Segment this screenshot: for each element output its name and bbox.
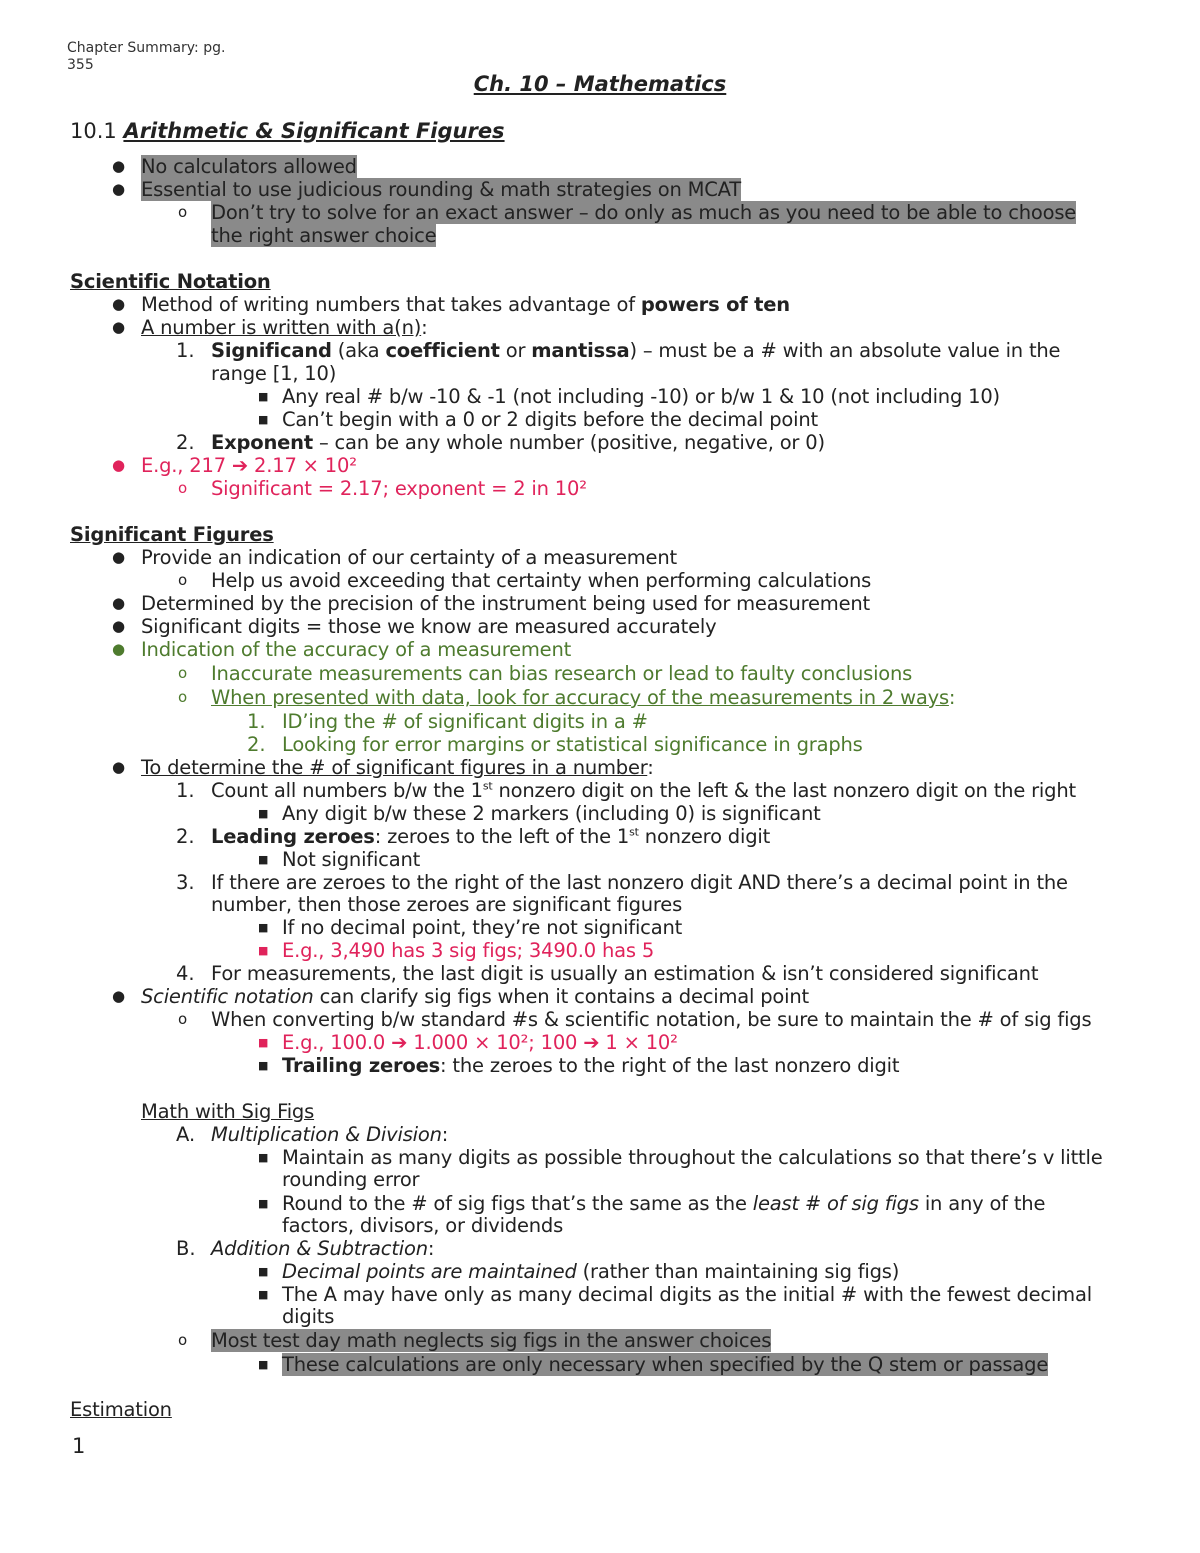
list-item-continuation: number, then those zeroes are significant figures — [211, 893, 683, 916]
list-item: Looking for error margins or statistical significance in graphs — [282, 733, 863, 756]
square-bullet: ■ — [258, 1151, 269, 1164]
list-item: Exponent – can be any whole number (positive, negative, or 0) — [211, 431, 825, 454]
list-item-continuation: rounding error — [282, 1168, 420, 1191]
list-item-continuation: digits — [282, 1305, 335, 1328]
list-item: Inaccurate measurements can bias research or lead to faulty conclusions — [211, 662, 913, 685]
list-item: Decimal points are maintained (rather than maintaining sig figs) — [282, 1260, 900, 1283]
list-item: The A may have only as many decimal digits as the initial # with the fewest decimal — [282, 1283, 1092, 1306]
bullet: ● — [112, 617, 126, 635]
list-number: 4. — [176, 962, 195, 985]
list-number: 1. — [176, 339, 195, 362]
square-bullet: ■ — [258, 944, 269, 957]
bullet: ● — [112, 594, 126, 612]
list-item: When presented with data, look for accuracy of the measurements in 2 ways: — [211, 686, 956, 709]
example-item: E.g., 3,490 has 3 sig figs; 3490.0 has 5 — [282, 939, 655, 962]
bullet: ● — [112, 318, 126, 336]
list-item: These calculations are only necessary when specified by the Q stem or passage — [282, 1353, 1049, 1376]
list-number: 2. — [176, 825, 195, 848]
bullet: ● — [112, 548, 126, 566]
list-item: Significand (aka coefficient or mantissa) – must be a # with an absolute value in the — [211, 339, 1061, 362]
list-item: Multiplication & Division: — [211, 1123, 449, 1146]
list-item: Indication of the accuracy of a measurement — [141, 638, 572, 661]
list-item: Addition & Subtraction: — [211, 1237, 435, 1260]
heading-significant-figures: Significant Figures — [70, 523, 274, 546]
list-item: Provide an indication of our certainty of a measurement — [141, 546, 677, 569]
sub-bullet: o — [178, 203, 188, 221]
heading-math-with-sig-figs: Math with Sig Figs — [141, 1100, 315, 1123]
chapter-summary-label: Chapter Summary: pg. — [67, 40, 226, 56]
example-item: Significant = 2.17; exponent = 2 in 10² — [211, 477, 587, 500]
square-bullet: ■ — [258, 1197, 269, 1210]
list-number: 1. — [176, 779, 195, 802]
sub-bullet: o — [178, 688, 188, 706]
bullet: ● — [112, 987, 126, 1005]
list-item: If there are zeroes to the right of the last nonzero digit AND there’s a decimal point in the — [211, 871, 1068, 894]
list-item-continuation: factors, divisors, or dividends — [282, 1214, 564, 1237]
bullet: ● — [112, 157, 126, 175]
square-bullet: ■ — [258, 413, 269, 426]
list-item: For measurements, the last digit is usually an estimation & isn’t considered significant — [211, 962, 1039, 985]
section-title: Arithmetic & Significant Figures — [123, 119, 505, 143]
sub-bullet: o — [178, 571, 188, 589]
list-item: Help us avoid exceeding that certainty when performing calculations — [211, 569, 872, 592]
section-heading — [70, 118, 505, 144]
bullet: ● — [112, 295, 126, 313]
bullet: ● — [112, 180, 126, 198]
square-bullet: ■ — [258, 1036, 269, 1049]
list-item: To determine the # of significant figures in a number: — [141, 756, 654, 779]
list-item: Can’t begin with a 0 or 2 digits before the decimal point — [282, 408, 818, 431]
sub-bullet: o — [178, 1010, 188, 1028]
list-number: 3. — [176, 871, 195, 894]
sub-bullet: o — [178, 1331, 188, 1349]
bullet: ● — [112, 456, 126, 474]
section-number: 10.1 — [70, 119, 124, 143]
list-letter: B. — [176, 1237, 196, 1260]
list-item: Most test day math neglects sig figs in the answer choices — [211, 1329, 772, 1352]
heading-estimation: Estimation — [70, 1398, 172, 1421]
list-item: Any real # b/w -10 & -1 (not including -10) or b/w 1 & 10 (not including 10) — [282, 385, 1000, 408]
square-bullet: ■ — [258, 1265, 269, 1278]
page-title: Ch. 10 – Mathematics — [473, 72, 727, 96]
sub-bullet: o — [178, 479, 188, 497]
list-item: Determined by the precision of the instrument being used for measurement — [141, 592, 870, 615]
list-item: No calculators allowed — [141, 155, 357, 178]
square-bullet: ■ — [258, 853, 269, 866]
square-bullet: ■ — [258, 390, 269, 403]
list-item: Scientific notation can clarify sig figs when it contains a decimal point — [141, 985, 809, 1008]
square-bullet: ■ — [258, 921, 269, 934]
list-item-continuation: range [1, 10) — [211, 362, 337, 385]
square-bullet: ■ — [258, 1358, 269, 1371]
list-item: ID’ing the # of significant digits in a # — [282, 710, 648, 733]
list-item: If no decimal point, they’re not significant — [282, 916, 683, 939]
list-item: A number is written with a(n): — [141, 316, 428, 339]
bullet: ● — [112, 758, 126, 776]
list-number: 1. — [247, 710, 266, 733]
list-item: Any digit b/w these 2 markers (including 0) is significant — [282, 802, 821, 825]
list-item-continuation: the right answer choice — [211, 224, 437, 247]
list-item: When converting b/w standard #s & scientific notation, be sure to maintain the # of sig figs — [211, 1008, 1092, 1031]
square-bullet: ■ — [258, 1059, 269, 1072]
page-reference: 355 — [67, 57, 94, 73]
bullet: ● — [112, 640, 126, 658]
page-number: 1 — [72, 1434, 86, 1458]
list-item: Significant digits = those we know are measured accurately — [141, 615, 717, 638]
list-item: Maintain as many digits as possible throughout the calculations so that there’s v little — [282, 1146, 1103, 1169]
example-item: E.g., 217 ➔ 2.17 × 10² — [141, 454, 357, 477]
square-bullet: ■ — [258, 1288, 269, 1301]
list-number: 2. — [247, 733, 266, 756]
list-item: Count all numbers b/w the 1st nonzero digit on the left & the last nonzero digit on the right — [211, 779, 1076, 802]
heading-scientific-notation: Scientific Notation — [70, 270, 271, 293]
list-item: Leading zeroes: zeroes to the left of the 1st nonzero digit — [211, 825, 771, 848]
list-item: Not significant — [282, 848, 421, 871]
list-item: Essential to use judicious rounding & math strategies on MCAT — [141, 178, 742, 201]
list-letter: A. — [176, 1123, 196, 1146]
list-item: Trailing zeroes: the zeroes to the right of the last nonzero digit — [282, 1054, 900, 1077]
square-bullet: ■ — [258, 807, 269, 820]
list-number: 2. — [176, 431, 195, 454]
sub-bullet: o — [178, 664, 188, 682]
list-item: Don’t try to solve for an exact answer – do only as much as you need to be able to choose — [211, 201, 1077, 224]
list-item: Method of writing numbers that takes advantage of powers of ten — [141, 293, 790, 316]
example-item: E.g., 100.0 ➔ 1.000 × 10²; 100 ➔ 1 × 10² — [282, 1031, 678, 1054]
list-item: Round to the # of sig figs that’s the same as the least # of sig figs in any of the — [282, 1192, 1046, 1215]
